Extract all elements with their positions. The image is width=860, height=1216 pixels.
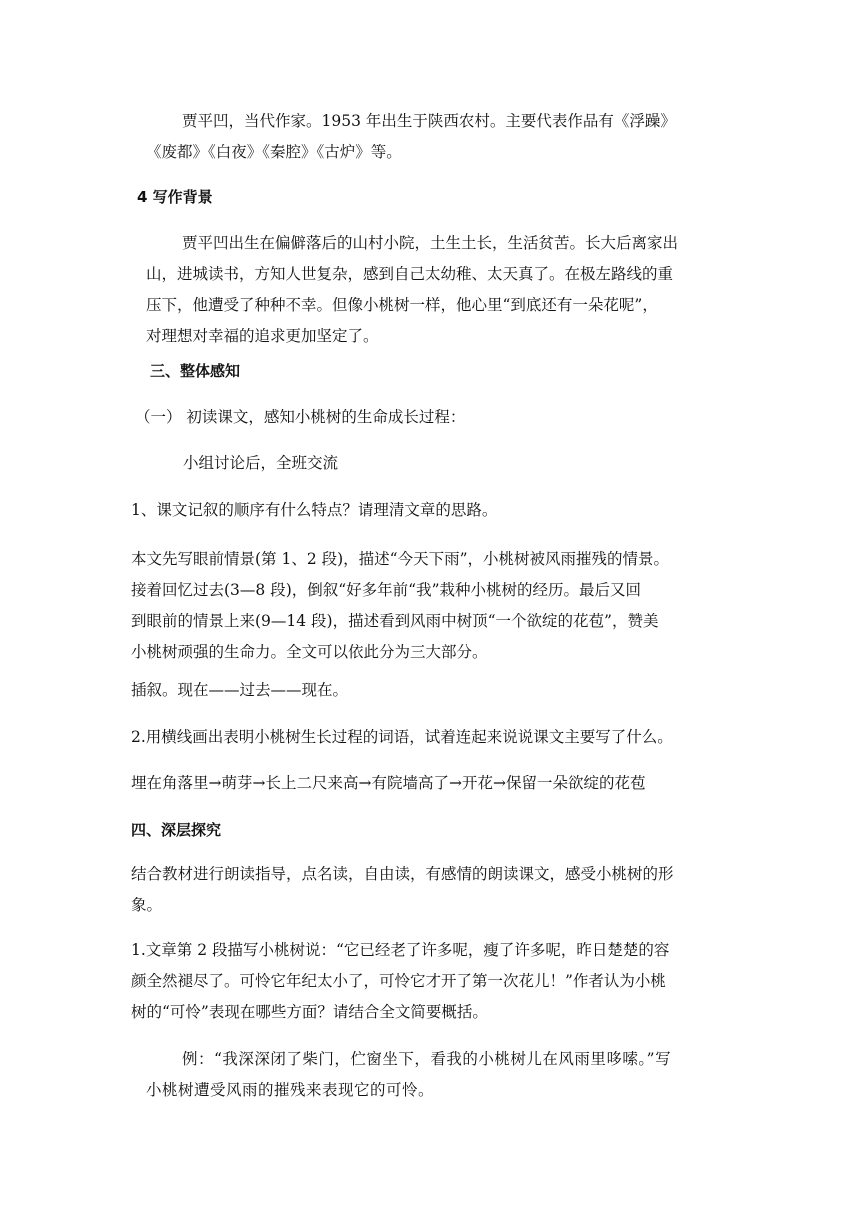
question-1: [131, 495, 497, 526]
group-discussion-line: [183, 448, 338, 479]
text-line: 贾平凹出生在偏僻落后的山村小院，土生土长，生活贫苦。长大后离家出: [182, 234, 679, 252]
heading-text: 四、深层探究: [131, 821, 222, 839]
narrative-order-line: [131, 675, 348, 706]
text-line: 小桃树顽强的生命力。全文可以依此分为三大部分。: [131, 643, 488, 661]
heading-text: 4 写作背景: [137, 188, 213, 206]
text-line: 本文先写眼前情景(第 1、2 段)，描述“今天下雨”，小桃树被风雨摧残的情景。: [131, 550, 670, 568]
question-2: [131, 722, 673, 753]
section-heading-writing-background: [137, 182, 213, 213]
background-paragraph: [146, 228, 678, 352]
text-line: 小桃树遭受风雨的摧残来表现它的可怜。: [146, 1081, 435, 1099]
text-line: 小组讨论后，全班交流: [183, 454, 339, 472]
example-paragraph: [146, 1044, 671, 1106]
subsection-first-reading: [135, 402, 465, 433]
reading-guidance-paragraph: [131, 859, 674, 921]
text-line: 压下，他遭受了种种不幸。但像小桃树一样，他心里“到底还有一朵花呢”，: [146, 296, 658, 314]
text-line: 《废都》《白夜》《秦腔》《古炉》等。: [146, 143, 402, 161]
text-line: 象。: [131, 896, 163, 914]
text-line: 接着回忆过去(3—8 段)，倒叙“好多年前“我”栽种小桃树的经历。最后又回: [131, 581, 642, 599]
growth-sequence-line: [131, 768, 645, 799]
text-line: 结合教材进行朗读指导，点名读，自由读，有感情的朗读课文，感受小桃树的形: [131, 865, 674, 883]
text-line: （一） 初读课文，感知小桃树的生命成长过程：: [135, 408, 466, 426]
text-line: 埋在角落里→萌芽→长上二尺来高→有院墙高了→开花→保留一朵欲绽的花苞: [131, 774, 646, 792]
answer-1-paragraph: [131, 544, 669, 668]
text-line: 到眼前的情景上来(9—14 段)，描述看到风雨中树顶“一个欲绽的花苞”，赞美: [131, 612, 659, 630]
text-line: 插叙。现在——过去——现在。: [131, 681, 349, 699]
text-line: 山，进城读书，方知人世复杂，感到自己太幼稚、太天真了。在极左路线的重: [146, 265, 674, 283]
question-3-paragraph: [131, 935, 669, 1028]
text-line: 1.文章第 2 段描写小桃树说：“它已经老了许多呢，瘦了许多呢，昨日楚楚的容: [131, 941, 670, 959]
heading-text: 三、整体感知: [150, 362, 241, 380]
text-line: 例：“我深深闭了柴门，伫窗坐下，看我的小桃树儿在风雨里哆嗦。”写: [182, 1050, 672, 1068]
section-heading-deep-exploration: [131, 815, 221, 846]
text-line: 颜全然褪尽了。可怜它年纪太小了，可怜它才开了第一次花儿！”作者认为小桃: [131, 972, 666, 990]
text-line: 贾平凹，当代作家。1953 年出生于陕西农村。主要代表作品有《浮躁》: [182, 112, 676, 130]
text-line: 2.用横线画出表明小桃树生长过程的词语，试着连起来说说课文主要写了什么。: [131, 728, 673, 746]
text-line: 树的“可怜”表现在哪些方面？请结合全文简要概括。: [131, 1003, 488, 1021]
section-heading-overall-perception: [150, 356, 240, 387]
text-line: 对理想对幸福的追求更加坚定了。: [146, 327, 379, 345]
text-line: 1、课文记叙的顺序有什么特点？请理清文章的思路。: [131, 501, 498, 519]
author-intro-paragraph: [146, 106, 676, 168]
